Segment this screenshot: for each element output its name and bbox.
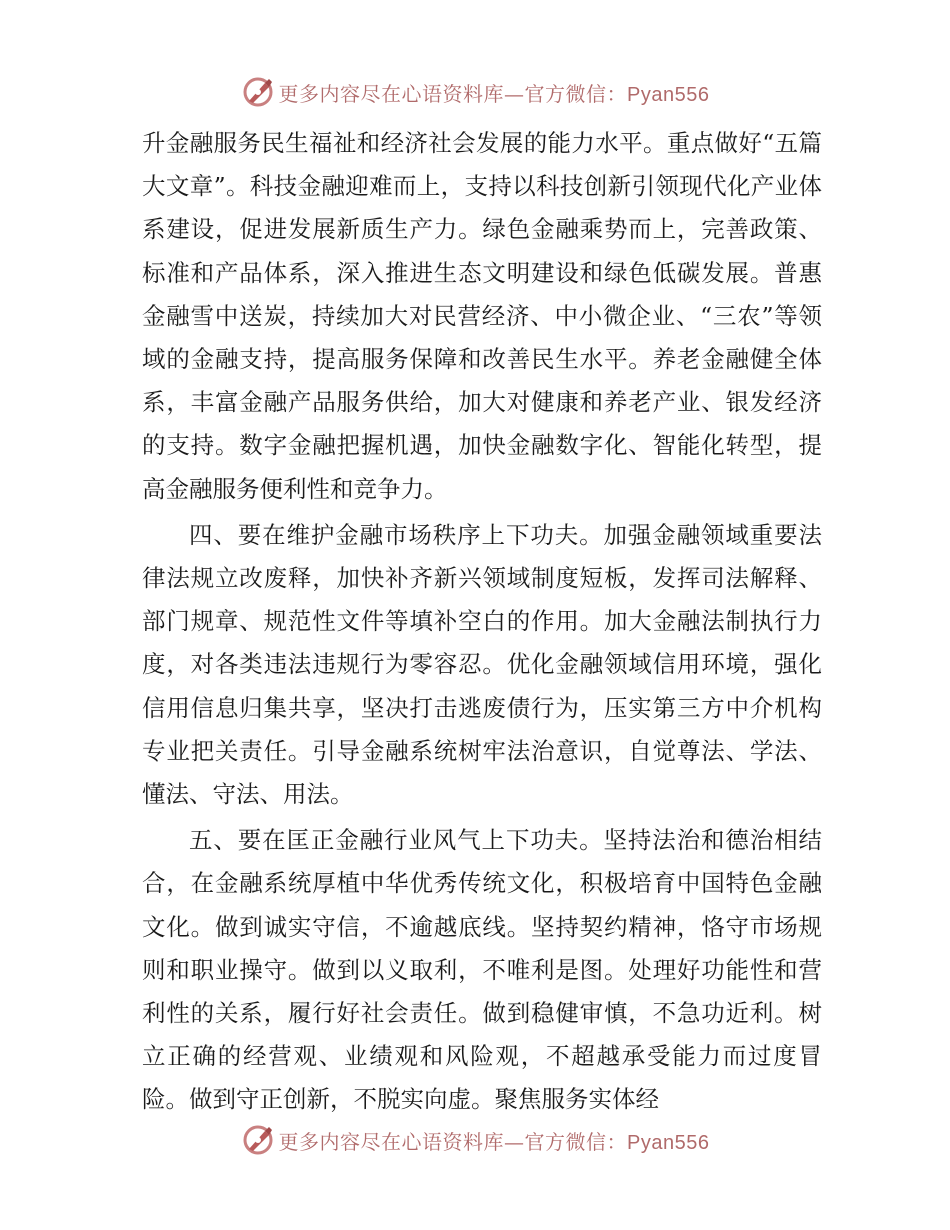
- body-paragraph-3: 五、要在匡正金融行业风气上下功夫。坚持法治和德治相结合，在金融系统厚植中华优秀传统文化，积极培育中国特色金融文化。做到诚实守信，不逾越底线。坚持契约精神，恪守市场规则和职业操守。做到以义取利，不唯利是图。处理好功能性和营利性的关系，履行好社会责任。做到稳健审慎，不急功近利。树立正确的经营观、业绩观和风险观，不超越承受能力而过度冒险。做到守正创新，不脱实向虚。聚焦服务实体经: [142, 826, 822, 1114]
- footer-banner-contact-id: Pyan556: [627, 1131, 710, 1154]
- footer-banner-title: 更多内容尽在心语资料库: [278, 1129, 505, 1154]
- header-banner-title: 更多内容尽在心语资料库: [278, 81, 505, 106]
- header-banner-contact-label: 官方微信：: [524, 81, 628, 106]
- document-body: [142, 122, 822, 1122]
- header-banner: [0, 72, 950, 112]
- pen-logo-icon: [241, 1123, 275, 1157]
- body-paragraph-2: 四、要在维护金融市场秩序上下功夫。加强金融领域重要法律法规立改废释，加快补齐新兴领域制度短板，发挥司法解释、部门规章、规范性文件等填补空白的作用。加大金融法制执行力度，对各类违法违规行为零容忍。优化金融领域信用环境，强化信用信息归集共享，坚决打击逃废债行为，压实第三方中介机构专业把关责任。引导金融系统树牢法治意识，自觉尊法、学法、懂法、守法、用法。: [142, 520, 822, 809]
- header-banner-text: [279, 78, 710, 107]
- header-banner-separator: —: [504, 81, 525, 106]
- footer-banner-text: [279, 1126, 710, 1155]
- footer-banner-contact-label: 官方微信：: [524, 1129, 628, 1154]
- body-paragraph-1: 升金融服务民生福祉和经济社会发展的能力水平。重点做好“五篇大文章”。科技金融迎难而上，支持以科技创新引领现代化产业体系建设，促进发展新质生产力。绿色金融乘势而上，完善政策、标准和产品体系，深入推进生态文明建设和绿色低碳发展。普惠金融雪中送炭，持续加大对民营经济、中小微企业、“三农”等领域的金融支持，提高服务保障和改善民生水平。养老金融健全体系，丰富金融产品服务供给，加大对健康和养老产业、银发经济的支持。数字金融把握机遇，加快金融数字化、智能化转型，提高金融服务便利性和竞争力。: [142, 129, 822, 503]
- header-banner-contact-id: Pyan556: [627, 83, 710, 106]
- footer-banner-separator: —: [504, 1129, 525, 1154]
- pen-logo-icon: [241, 75, 275, 109]
- footer-banner: [0, 1120, 950, 1160]
